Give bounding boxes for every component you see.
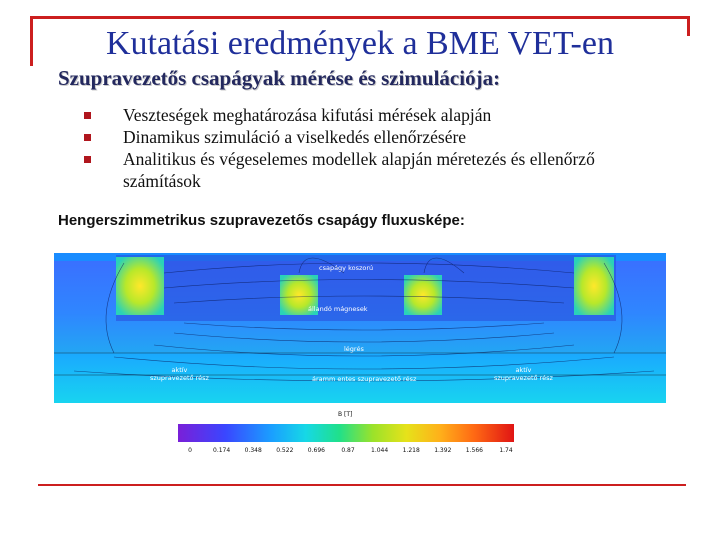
colorbar-tick-label: 1.74: [499, 447, 513, 454]
currentless-sc-label: áramm entes szupravezető rész: [312, 375, 417, 383]
colorbar-tick-label: 0: [188, 447, 192, 454]
colorbar-tick-label: 0.174: [213, 447, 231, 454]
square-bullet-icon: [84, 134, 91, 141]
bullet-list: [80, 104, 620, 192]
bullet-item: [80, 104, 620, 126]
colorbar-tick-label: 1.566: [465, 447, 483, 454]
colorbar-tick-label: 0.696: [307, 447, 325, 454]
bullet-text: Analitikus és végeselemes modellek alapján méretezés és ellenőrző számítások: [123, 149, 595, 191]
active-sc-left-label: aktív szupravezető rész: [150, 366, 209, 382]
air-gap-label: légrés: [344, 345, 364, 353]
colorbar-tick-label: 0.522: [276, 447, 294, 454]
colorbar-title: B [T]: [338, 411, 353, 418]
square-bullet-icon: [84, 112, 91, 119]
figure-caption: Hengerszimmetrikus szupravezetős csapágy fluxusképe:: [58, 212, 465, 229]
frame-right-line: [687, 16, 690, 36]
slide-title: Kutatási eredmények a BME VET-en: [106, 25, 614, 62]
square-bullet-icon: [84, 156, 91, 163]
colorbar-tick-label: 1.218: [402, 447, 420, 454]
bullet-item: [80, 126, 620, 148]
active-sc-right-label: aktív szupravezető rész: [494, 366, 553, 382]
colorbar-tick-label: 0.348: [244, 447, 262, 454]
bearing-ring-label: csapágy koszorú: [319, 264, 374, 272]
flux-plot-figure: [54, 253, 666, 453]
bullet-text: Veszteségek meghatározása kifutási mérések alapján: [123, 105, 492, 125]
frame-top-line: [30, 16, 690, 19]
permanent-magnets-label: állandó mágnesek: [308, 305, 368, 313]
bullet-item: [80, 148, 620, 192]
colorbar-tick-label: 1.392: [434, 447, 452, 454]
frame-left-line: [30, 16, 33, 66]
frame-bottom-line: [38, 484, 686, 486]
bullet-text: Dinamikus szimuláció a viselkedés ellenőrzésére: [123, 127, 467, 147]
slide-subtitle: Szupravezetős csapágyak mérése és szimulációja:: [58, 66, 501, 90]
colorbar-tick-label: 0.87: [341, 447, 355, 454]
colorbar-ticks: [178, 447, 514, 457]
colorbar-tick-label: 1.044: [371, 447, 389, 454]
colorbar: [178, 424, 514, 442]
